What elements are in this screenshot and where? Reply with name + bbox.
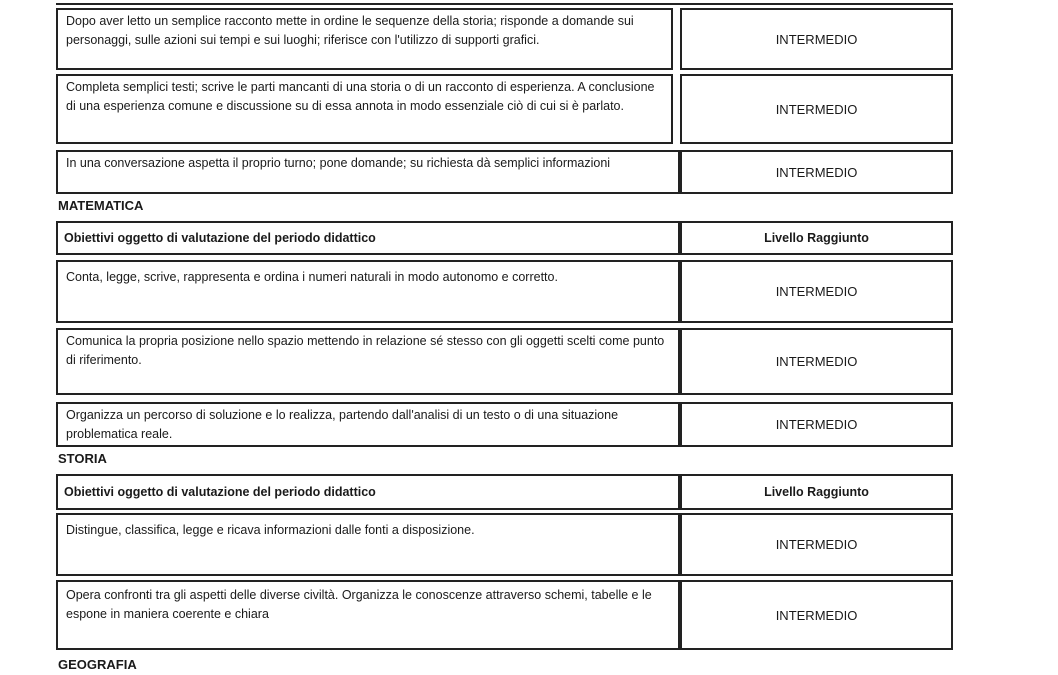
level-text: INTERMEDIO <box>775 607 858 623</box>
level-cell <box>680 580 953 650</box>
objective-cell <box>56 402 680 447</box>
level-header-text: Livello Raggiunto <box>764 485 869 499</box>
level-text: INTERMEDIO <box>775 164 858 180</box>
objective-cell <box>56 74 673 144</box>
objective-text: Distingue, classifica, legge e ricava informazioni dalle fonti a disposizione. <box>66 523 475 537</box>
objective-cell <box>56 150 680 194</box>
level-cell <box>680 74 953 144</box>
objective-text: Opera confronti tra gli aspetti delle diverse civiltà. Organizza le conoscenze attraverso schemi, tabelle e le espone in maniera coerente e chiara <box>66 588 652 621</box>
objective-text: In una conversazione aspetta il proprio turno; pone domande; su richiesta dà semplici informazioni <box>66 156 611 170</box>
objective-cell <box>56 513 680 576</box>
objectives-header <box>56 474 680 510</box>
level-text: INTERMEDIO <box>775 31 858 47</box>
objective-text: Conta, legge, scrive, rappresenta e ordina i numeri naturali in modo autonomo e corretto. <box>66 270 558 284</box>
level-cell <box>680 328 953 395</box>
level-cell <box>680 402 953 447</box>
objective-text: Organizza un percorso di soluzione e lo realizza, partendo dall'analisi di un testo o di una situazione problematica reale. <box>66 408 619 441</box>
objective-cell <box>56 580 680 650</box>
level-header-text: Livello Raggiunto <box>764 231 869 245</box>
level-text: INTERMEDIO <box>775 354 858 369</box>
level-cell <box>680 8 953 70</box>
objectives-header <box>56 221 680 255</box>
objective-cell <box>56 328 680 395</box>
objective-text: Completa semplici testi; scrive le parti mancanti di una storia o di un racconto di esperienza. A conclusione di una esperienza comune e discussione su di essa annota in modo essenziale ciò di cui si è parlato. <box>66 80 655 113</box>
section-title-storia: STORIA <box>58 451 107 466</box>
objective-text: Dopo aver letto un semplice racconto mette in ordine le sequenze della storia; risponde a domande sui personaggi, sulle azioni sui tempi e sui luoghi; riferisce con l'utilizzo di supporti grafici. <box>66 14 634 47</box>
level-text: INTERMEDIO <box>775 284 858 299</box>
level-cell <box>680 260 953 323</box>
previous-row-edge <box>56 0 953 5</box>
section-title-geografia: GEOGRAFIA <box>58 657 137 672</box>
level-text: INTERMEDIO <box>775 417 858 432</box>
section-title-matematica: MATEMATICA <box>58 198 144 213</box>
level-header <box>680 221 953 255</box>
objective-cell <box>56 260 680 323</box>
objective-cell <box>56 8 673 70</box>
level-text: INTERMEDIO <box>775 101 858 117</box>
objectives-header-text: Obiettivi oggetto di valutazione del periodo didattico <box>64 485 376 499</box>
level-cell <box>680 513 953 576</box>
level-text: INTERMEDIO <box>775 537 858 552</box>
objectives-header-text: Obiettivi oggetto di valutazione del periodo didattico <box>64 231 376 245</box>
objective-text: Comunica la propria posizione nello spazio mettendo in relazione sé stesso con gli oggetti scelti come punto di riferimento. <box>66 334 665 367</box>
level-header <box>680 474 953 510</box>
level-cell <box>680 150 953 194</box>
